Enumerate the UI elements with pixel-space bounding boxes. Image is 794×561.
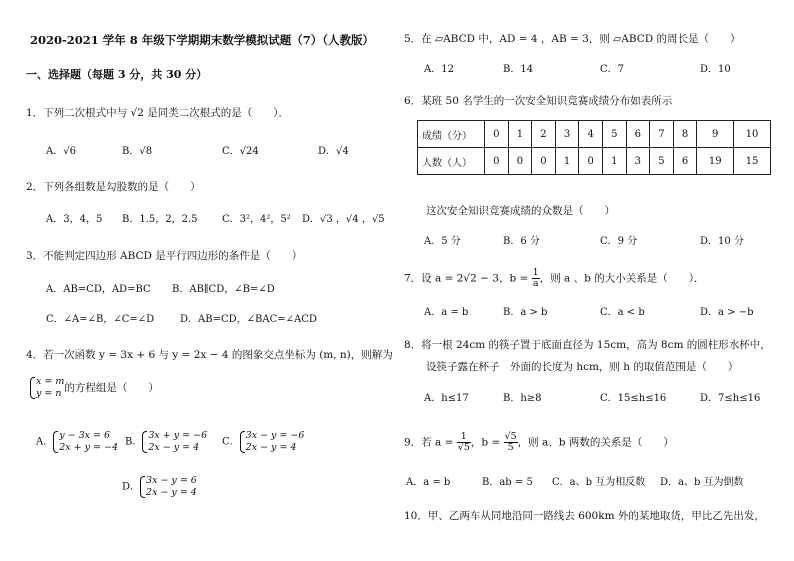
table-cell: 0 xyxy=(485,148,509,175)
table-cell: 3 xyxy=(626,148,650,175)
fraction-numerator: √5 xyxy=(504,431,517,442)
question-5-option-b[interactable]: B．14 xyxy=(503,64,534,75)
table-cell: 4 xyxy=(579,121,603,148)
option-label: B． xyxy=(125,436,143,448)
question-4-option-c[interactable] xyxy=(222,430,304,454)
question-4-given-system xyxy=(30,376,159,400)
question-2-stem: 2．下列各组数是勾股数的是（ ） xyxy=(26,181,201,193)
question-5-option-d[interactable]: D．10 xyxy=(700,64,731,75)
question-2-option-c[interactable]: C．3²，4²，5² xyxy=(222,214,291,225)
fraction-a xyxy=(457,432,471,453)
question-8-stem-line-1: 8．将一根 24cm 的筷子置于底面直径为 15cm，高为 8cm 的圆柱形水杯中， xyxy=(404,339,771,351)
question-8-option-b[interactable]: B．h≥8 xyxy=(503,393,542,404)
table-row xyxy=(418,148,771,175)
given-equation-system xyxy=(30,376,64,400)
question-4-option-b[interactable] xyxy=(125,430,207,454)
system-line: 3x + y = −6 xyxy=(148,430,208,441)
question-4-stem: 4．若一次函数 y = 3x + 6 与 y = 2x − 4 的图象交点坐标为 (m, n)，则解为 xyxy=(26,349,393,361)
option-label: A． xyxy=(36,436,54,448)
system-line: y = n xyxy=(36,388,62,399)
question-8-option-a[interactable]: A．h≤17 xyxy=(424,393,469,404)
table-cell: 2 xyxy=(532,121,556,148)
option-label: C． xyxy=(222,436,240,448)
question-3-option-a[interactable]: A．AB=CD，AD=BC xyxy=(46,284,151,295)
question-5-stem: 5．在 ▱ABCD 中，AD = 4 ，AB = 3，则 ▱ABCD 的周长是（ ） xyxy=(404,33,741,45)
question-8-stem-line-2: 设筷子露在杯子 外面的长度为 hcm，则 h 的取值范围是（ ） xyxy=(426,361,739,373)
fraction-numerator: 1 xyxy=(457,432,471,443)
question-4-option-a[interactable] xyxy=(36,430,118,454)
system-line: x = m xyxy=(36,376,65,387)
fraction-denominator: √5 xyxy=(457,442,470,453)
fraction-denominator: a xyxy=(532,278,539,289)
question-7-option-b[interactable]: B．a > b xyxy=(503,307,548,318)
score-distribution-table xyxy=(417,120,771,175)
fraction-b xyxy=(504,432,518,453)
page-title: 2020-2021 学年 8 年级下学期期末数学模拟试题（7）（人教版） xyxy=(30,33,375,47)
question-9-option-b[interactable]: B．ab = 5 xyxy=(482,477,533,488)
option-label: D． xyxy=(122,481,141,493)
option-b-system xyxy=(142,430,207,454)
question-4-stem-tail: 的方程组是（ ） xyxy=(64,382,159,394)
question-6-stem: 6．某班 50 名学生的一次安全知识竞赛成绩分布如表所示 xyxy=(404,95,673,107)
question-1-stem: 1．下列二次根式中与 √2 是同类二次根式的是（ ）． xyxy=(26,107,289,119)
stem-part: ，则 a 、b 的大小关系是（ ）． xyxy=(539,272,705,285)
question-2-option-d[interactable]: D．√3 ，√4 ，√5 xyxy=(302,214,385,225)
system-line: 3x − y = 6 xyxy=(146,475,197,486)
question-9-option-a[interactable]: A．a = b xyxy=(406,477,451,488)
question-3-option-d[interactable]: D．AB=CD，∠BAC=∠ACD xyxy=(180,314,317,325)
question-6-option-c[interactable]: C．9 分 xyxy=(600,236,638,247)
table-cell: 5 xyxy=(650,148,674,175)
question-7-option-d[interactable]: D．a > −b xyxy=(700,307,754,318)
option-c-system xyxy=(240,430,305,454)
table-cell: 9 xyxy=(697,121,734,148)
stem-part: 7．设 a = 2√2 − 3，b = xyxy=(404,272,529,285)
table-cell: 7 xyxy=(650,121,674,148)
fraction-denominator: 5 xyxy=(507,442,514,453)
question-8-option-c[interactable]: C．15≤h≤16 xyxy=(600,393,667,404)
row-header: 人数（人） xyxy=(418,148,485,175)
question-3-stem: 3．不能判定四边形 ABCD 是平行四边形的条件是（ ） xyxy=(26,250,303,262)
table-cell: 19 xyxy=(697,148,734,175)
question-2-option-b[interactable]: B．1.5，2，2.5 xyxy=(122,214,198,225)
table-cell: 3 xyxy=(555,121,579,148)
question-9-stem xyxy=(404,432,674,453)
question-2-option-a[interactable]: A．3，4，5 xyxy=(46,214,103,225)
table-cell: 0 xyxy=(532,148,556,175)
stem-part: ，b = xyxy=(470,436,501,449)
question-3-option-c[interactable]: C．∠A=∠B，∠C=∠D xyxy=(46,314,155,325)
question-9-option-c[interactable]: C．a、b 互为相反数 xyxy=(552,477,646,488)
row-header: 成绩（分） xyxy=(418,121,485,148)
question-6-option-a[interactable]: A．5 分 xyxy=(424,236,461,247)
section-heading: 一、选择题（每题 3 分，共 30 分） xyxy=(26,68,208,81)
question-7-option-c[interactable]: C．a < b xyxy=(600,307,645,318)
table-cell: 1 xyxy=(508,121,532,148)
system-line: 2x − y = 4 xyxy=(146,487,197,498)
stem-part: 9．若 a = xyxy=(404,436,454,449)
question-1-option-b[interactable]: B．√8 xyxy=(122,146,153,157)
fraction-1-over-a xyxy=(532,268,540,289)
question-6-followup: 这次安全知识竞赛成绩的众数是（ ） xyxy=(426,205,615,217)
question-10-stem: 10．甲、乙两车从同地沿同一路线去 600km 外的某地取货，甲比乙先出发， xyxy=(404,510,765,522)
question-7-option-a[interactable]: A．a = b xyxy=(424,307,469,318)
question-1-option-a[interactable]: A．√6 xyxy=(46,146,76,157)
table-cell: 1 xyxy=(555,148,579,175)
table-cell: 5 xyxy=(602,121,626,148)
table-row xyxy=(418,121,771,148)
question-8-option-d[interactable]: D．7≤h≤16 xyxy=(700,393,761,404)
stem-part: ，则 a、b 两数的关系是（ ） xyxy=(517,436,674,449)
question-4-option-d[interactable] xyxy=(122,475,197,499)
option-d-system xyxy=(140,475,197,499)
system-line: 2x − y = 4 xyxy=(245,442,297,453)
system-line: y − 3x = 6 xyxy=(59,430,111,441)
table-cell: 10 xyxy=(734,121,771,148)
table-cell: 1 xyxy=(602,148,626,175)
fraction-numerator: 1 xyxy=(532,267,539,278)
system-line: 3x − y = −6 xyxy=(245,430,305,441)
table-cell: 0 xyxy=(579,148,603,175)
question-6-option-b[interactable]: B．6 分 xyxy=(503,236,540,247)
question-6-option-d[interactable]: D．10 分 xyxy=(700,236,744,247)
question-5-option-c[interactable]: C．7 xyxy=(600,64,625,75)
table-cell: 15 xyxy=(734,148,771,175)
table-cell: 0 xyxy=(485,121,509,148)
question-7-stem xyxy=(404,268,704,289)
question-1-option-d[interactable]: D．√4 xyxy=(318,146,349,157)
question-1-option-c[interactable]: C．√24 xyxy=(222,146,259,157)
question-5-option-a[interactable]: A．12 xyxy=(424,64,454,75)
option-a-system xyxy=(53,430,118,454)
table-cell: 6 xyxy=(626,121,650,148)
question-3-option-b[interactable]: B．AB∥CD，∠B=∠D xyxy=(172,284,275,295)
system-line: 2x − y = 4 xyxy=(148,442,200,453)
table-cell: 8 xyxy=(673,121,697,148)
table-cell: 6 xyxy=(673,148,697,175)
table-cell: 0 xyxy=(508,148,532,175)
system-line: 2x + y = −4 xyxy=(59,442,119,453)
question-9-option-d[interactable]: D．a、b 互为倒数 xyxy=(660,477,744,488)
